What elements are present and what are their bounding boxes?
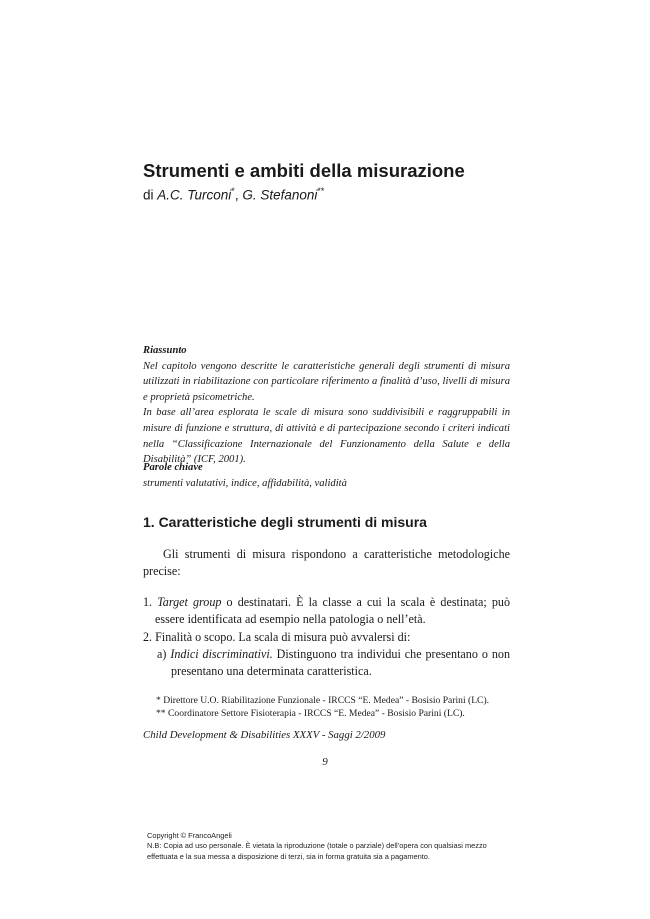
copyright-line: effettuata e la sua messa a disposizione di terzi, sia in forma gratuita sia a pagamento.	[147, 851, 430, 861]
journal-reference: Child Development & Disabilities XXXV - Saggi 2/2009	[143, 729, 386, 741]
section-body	[143, 546, 510, 681]
sub-list-item-term: Indici discriminativi.	[170, 647, 273, 662]
list-item-number: 2.	[143, 629, 153, 644]
author-1-footnote-mark: *	[231, 186, 235, 196]
author-separator: ,	[234, 187, 243, 203]
body-paragraph: Gli strumenti di misura rispondono a caratteristiche metodologiche precise:	[143, 547, 510, 579]
list-item-number: 1.	[143, 594, 153, 609]
keywords-list: strumenti valutativi, indice, affidabilità, validità	[143, 477, 347, 489]
copyright-line: N.B: Copia ad uso personale. È vietata la riproduzione (totale o parziale) dell’opera con qualsiasi mezzo	[147, 841, 487, 851]
copyright-notice	[147, 831, 487, 862]
sub-list-item-letter: a)	[157, 647, 167, 662]
footnote: * Direttore U.O. Riabilitazione Funzionale - IRCCS “E. Medea” - Bosisio Parini (LC).	[156, 695, 490, 706]
section-heading: 1. Caratteristiche degli strumenti di misura	[143, 514, 427, 530]
author-2-footnote-mark: **	[317, 186, 325, 196]
abstract-paragraph: Nel capitolo vengono descritte le caratteristiche generali degli strumenti di misura utilizzati in riabilitazione con particolare riferimento a finalità d’uso, livelli di misura e proprietà psicometriche.	[143, 360, 510, 403]
footnotes	[156, 694, 489, 720]
list-item-term: Target group	[157, 594, 222, 609]
list-item	[143, 629, 510, 646]
article-title: Strumenti e ambiti della misurazione	[143, 160, 465, 181]
list-item	[143, 594, 510, 629]
abstract	[143, 343, 510, 468]
sub-list-item-text: Distinguono tra individui che presentano o non presentano una determinata caratteristica.	[171, 647, 510, 679]
list-item-text: Finalità o scopo. La scala di misura può avvalersi di:	[155, 629, 411, 644]
authors-prefix: di	[143, 187, 158, 203]
abstract-heading: Riassunto	[143, 345, 187, 356]
keywords-heading: Parole chiave	[143, 462, 203, 473]
page-number: 9	[322, 756, 328, 768]
abstract-paragraph: In base all’area esplorata le scale di misura sono suddivisibili e raggruppabili in misure di funzione e struttura, di attività e di partecipazione secondo i criteri indicati nella “Classificazione Internazionale del Funzionamento della Salute e della Disabilità” (ICF, 2001).	[143, 407, 510, 466]
article-authors	[143, 186, 324, 203]
list-item-text: o destinatari. È la classe a cui la scala è destinata; può essere identificata ad esempio nella patologia o nell’età.	[155, 594, 510, 627]
sub-list-item	[143, 646, 510, 681]
author-1: A.C. Turconi	[157, 187, 232, 203]
footnote: ** Coordinatore Settore Fisioterapia - IRCCS “E. Medea” - Bosisio Parini (LC).	[156, 708, 465, 720]
copyright-line: Copyright © FrancoAngeli	[147, 831, 232, 840]
keywords	[143, 460, 510, 491]
author-2: G. Stefanoni	[242, 187, 318, 203]
